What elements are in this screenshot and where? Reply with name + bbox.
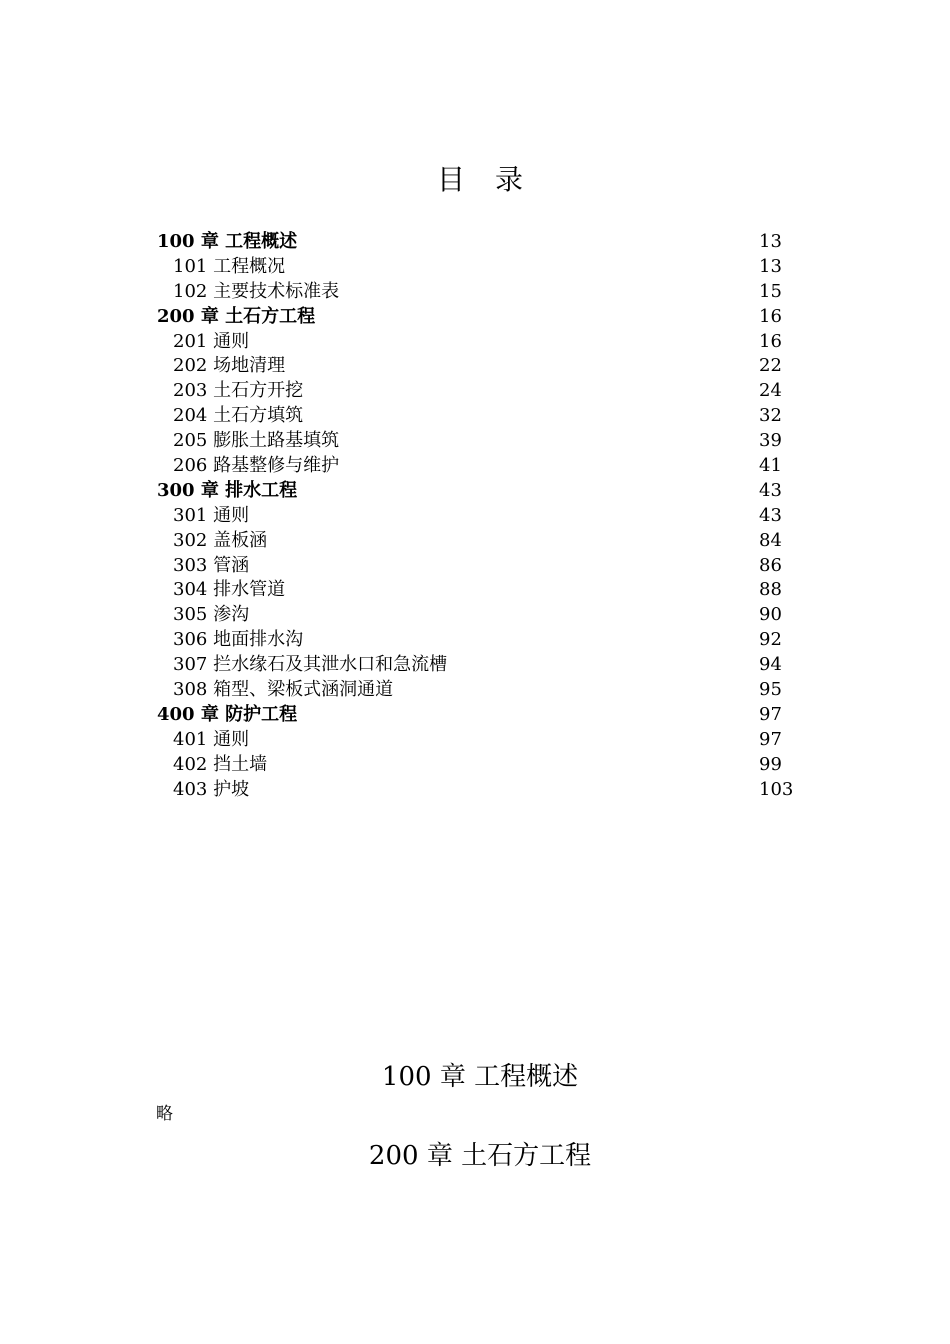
toc-entry[interactable] xyxy=(157,578,797,603)
toc-entry-label: 203 土石方开挖 xyxy=(173,380,304,402)
toc-entry[interactable] xyxy=(157,280,797,305)
toc-entry-label: 403 护坡 xyxy=(173,778,250,800)
toc-entry-label: 201 通则 xyxy=(173,330,250,352)
toc-entry[interactable] xyxy=(157,230,797,255)
toc-entry-page: 99 xyxy=(759,753,782,775)
toc-entry-page: 97 xyxy=(759,728,782,750)
toc-entry-page: 39 xyxy=(759,430,782,452)
toc-entry-page: 41 xyxy=(759,455,782,477)
toc-entry-label: 206 路基整修与维护 xyxy=(173,455,340,477)
toc-entry-label: 101 工程概况 xyxy=(173,255,286,277)
toc-entry-label: 305 渗沟 xyxy=(173,604,250,626)
chapter-heading-200: 200 章 土石方工程 xyxy=(368,1141,592,1171)
toc-entry-page: 24 xyxy=(759,380,782,402)
toc-entry[interactable] xyxy=(157,255,797,280)
toc-entry-page: 86 xyxy=(759,554,782,576)
toc-title xyxy=(0,162,950,198)
toc-entry[interactable] xyxy=(157,653,797,678)
toc-entry[interactable] xyxy=(157,454,797,479)
toc-entry[interactable] xyxy=(157,479,797,504)
toc-entry-page: 16 xyxy=(759,330,782,352)
toc-entry[interactable] xyxy=(157,354,797,379)
toc-entry[interactable] xyxy=(157,554,797,579)
toc-entry[interactable] xyxy=(157,703,797,728)
toc-entry-page: 88 xyxy=(759,579,782,601)
toc-entry-page: 84 xyxy=(759,529,782,551)
toc-entry[interactable] xyxy=(157,429,797,454)
toc-entry-page: 13 xyxy=(759,255,782,277)
toc-entry-label: 200 章 土石方工程 xyxy=(157,305,316,327)
toc-entry-page: 95 xyxy=(759,679,782,701)
toc-entry-page: 94 xyxy=(759,654,782,676)
toc-entry-label: 204 土石方填筑 xyxy=(173,405,304,427)
toc-entry[interactable] xyxy=(157,529,797,554)
toc-entry[interactable] xyxy=(157,753,797,778)
toc-entry-page: 13 xyxy=(759,231,782,252)
toc-entry[interactable] xyxy=(157,305,797,330)
toc-list xyxy=(157,230,797,802)
toc-entry[interactable] xyxy=(157,678,797,703)
toc-entry[interactable] xyxy=(157,379,797,404)
toc-entry[interactable] xyxy=(157,728,797,753)
toc-entry-label: 102 主要技术标准表 xyxy=(173,280,340,302)
toc-entry-label: 306 地面排水沟 xyxy=(173,629,304,651)
toc-entry-page: 22 xyxy=(759,355,782,377)
toc-entry-label: 402 挡土墙 xyxy=(173,753,268,775)
toc-entry-label: 302 盖板涵 xyxy=(173,529,268,551)
toc-entry-page: 43 xyxy=(759,504,782,526)
toc-entry-label: 400 章 防护工程 xyxy=(157,703,298,725)
toc-entry[interactable] xyxy=(157,330,797,355)
toc-entry[interactable] xyxy=(157,778,797,803)
toc-entry-label: 307 拦水缘石及其泄水口和急流槽 xyxy=(173,654,448,676)
toc-entry-label: 300 章 排水工程 xyxy=(157,479,298,501)
toc-entry-label: 401 通则 xyxy=(173,728,250,750)
toc-entry-label: 301 通则 xyxy=(173,504,250,526)
chapter-100-note: 略 xyxy=(156,1104,173,1124)
toc-entry-page: 103 xyxy=(759,778,794,800)
toc-entry-label: 205 膨胀土路基填筑 xyxy=(173,430,340,452)
toc-title-part1: 目 xyxy=(436,163,465,196)
toc-entry-page: 43 xyxy=(759,479,782,501)
toc-entry-page: 15 xyxy=(759,280,782,302)
toc-entry-label: 304 排水管道 xyxy=(173,579,286,601)
toc-entry-page: 32 xyxy=(759,405,782,427)
toc-entry[interactable] xyxy=(157,603,797,628)
toc-entry-label: 308 箱型、梁板式涵洞通道 xyxy=(173,679,394,701)
toc-entry[interactable] xyxy=(157,628,797,653)
toc-entry-label: 303 管涵 xyxy=(173,554,250,576)
toc-entry-page: 92 xyxy=(759,629,782,651)
chapter-heading-100: 100 章 工程概述 xyxy=(381,1062,579,1092)
toc-entry-page: 97 xyxy=(759,703,782,725)
toc-entry[interactable] xyxy=(157,404,797,429)
toc-title-part2: 录 xyxy=(495,163,524,196)
toc-entry-label: 100 章 工程概述 xyxy=(157,231,298,252)
toc-entry-label: 202 场地清理 xyxy=(173,355,286,377)
toc-entry-page: 16 xyxy=(759,305,782,327)
toc-entry-page: 90 xyxy=(759,604,782,626)
toc-entry[interactable] xyxy=(157,504,797,529)
